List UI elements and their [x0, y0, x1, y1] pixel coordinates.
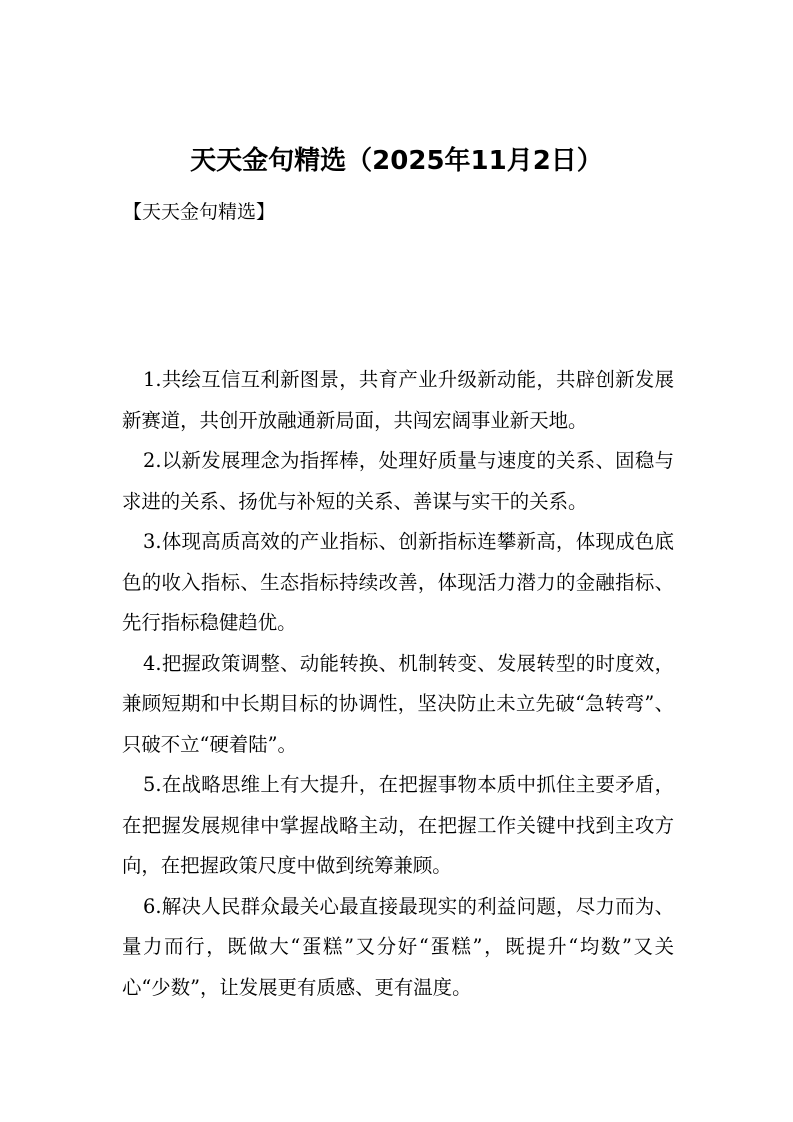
- paragraph-1: 1.共绘互信互利新图景，共育产业升级新动能，共辟创新发展新赛道，共创开放融通新局面，共闯宏阔事业新天地。: [122, 368, 674, 432]
- paragraph-6: 6.解决人民群众最关心最直接最现实的利益问题，尽力而为、量力而行，既做大“蛋糕”又分好“蛋糕”，既提升“均数”又关心“少数”，让发展更有质感、更有温度。: [122, 894, 674, 999]
- paragraph-2: 2.以新发展理念为指挥棒，处理好质量与速度的关系、固稳与求进的关系、扬优与补短的关系、善谋与实干的关系。: [122, 449, 674, 513]
- paragraph-4: 4.把握政策调整、动能转换、机制转变、发展转型的时度效，兼顾短期和中长期目标的协调性，坚决防止未立先破“急转弯”、只破不立“硬着陆”。: [122, 651, 674, 756]
- document-body: [122, 360, 674, 1008]
- document-title: 天天金句精选（2025年11月2日）: [190, 146, 603, 177]
- paragraph-3: 3.体现高质高效的产业指标、创新指标连攀新高，体现成色底色的收入指标、生态指标持续改善，体现活力潜力的金融指标、先行指标稳健趋优。: [122, 530, 674, 634]
- paragraph-5: 5.在战略思维上有大提升，在把握事物本质中抓住主要矛盾，在把握发展规律中掌握战略主动，在把握工作关键中找到主攻方向，在把握政策尺度中做到统筹兼顾。: [122, 773, 674, 877]
- section-label: 【天天金句精选】: [123, 201, 276, 223]
